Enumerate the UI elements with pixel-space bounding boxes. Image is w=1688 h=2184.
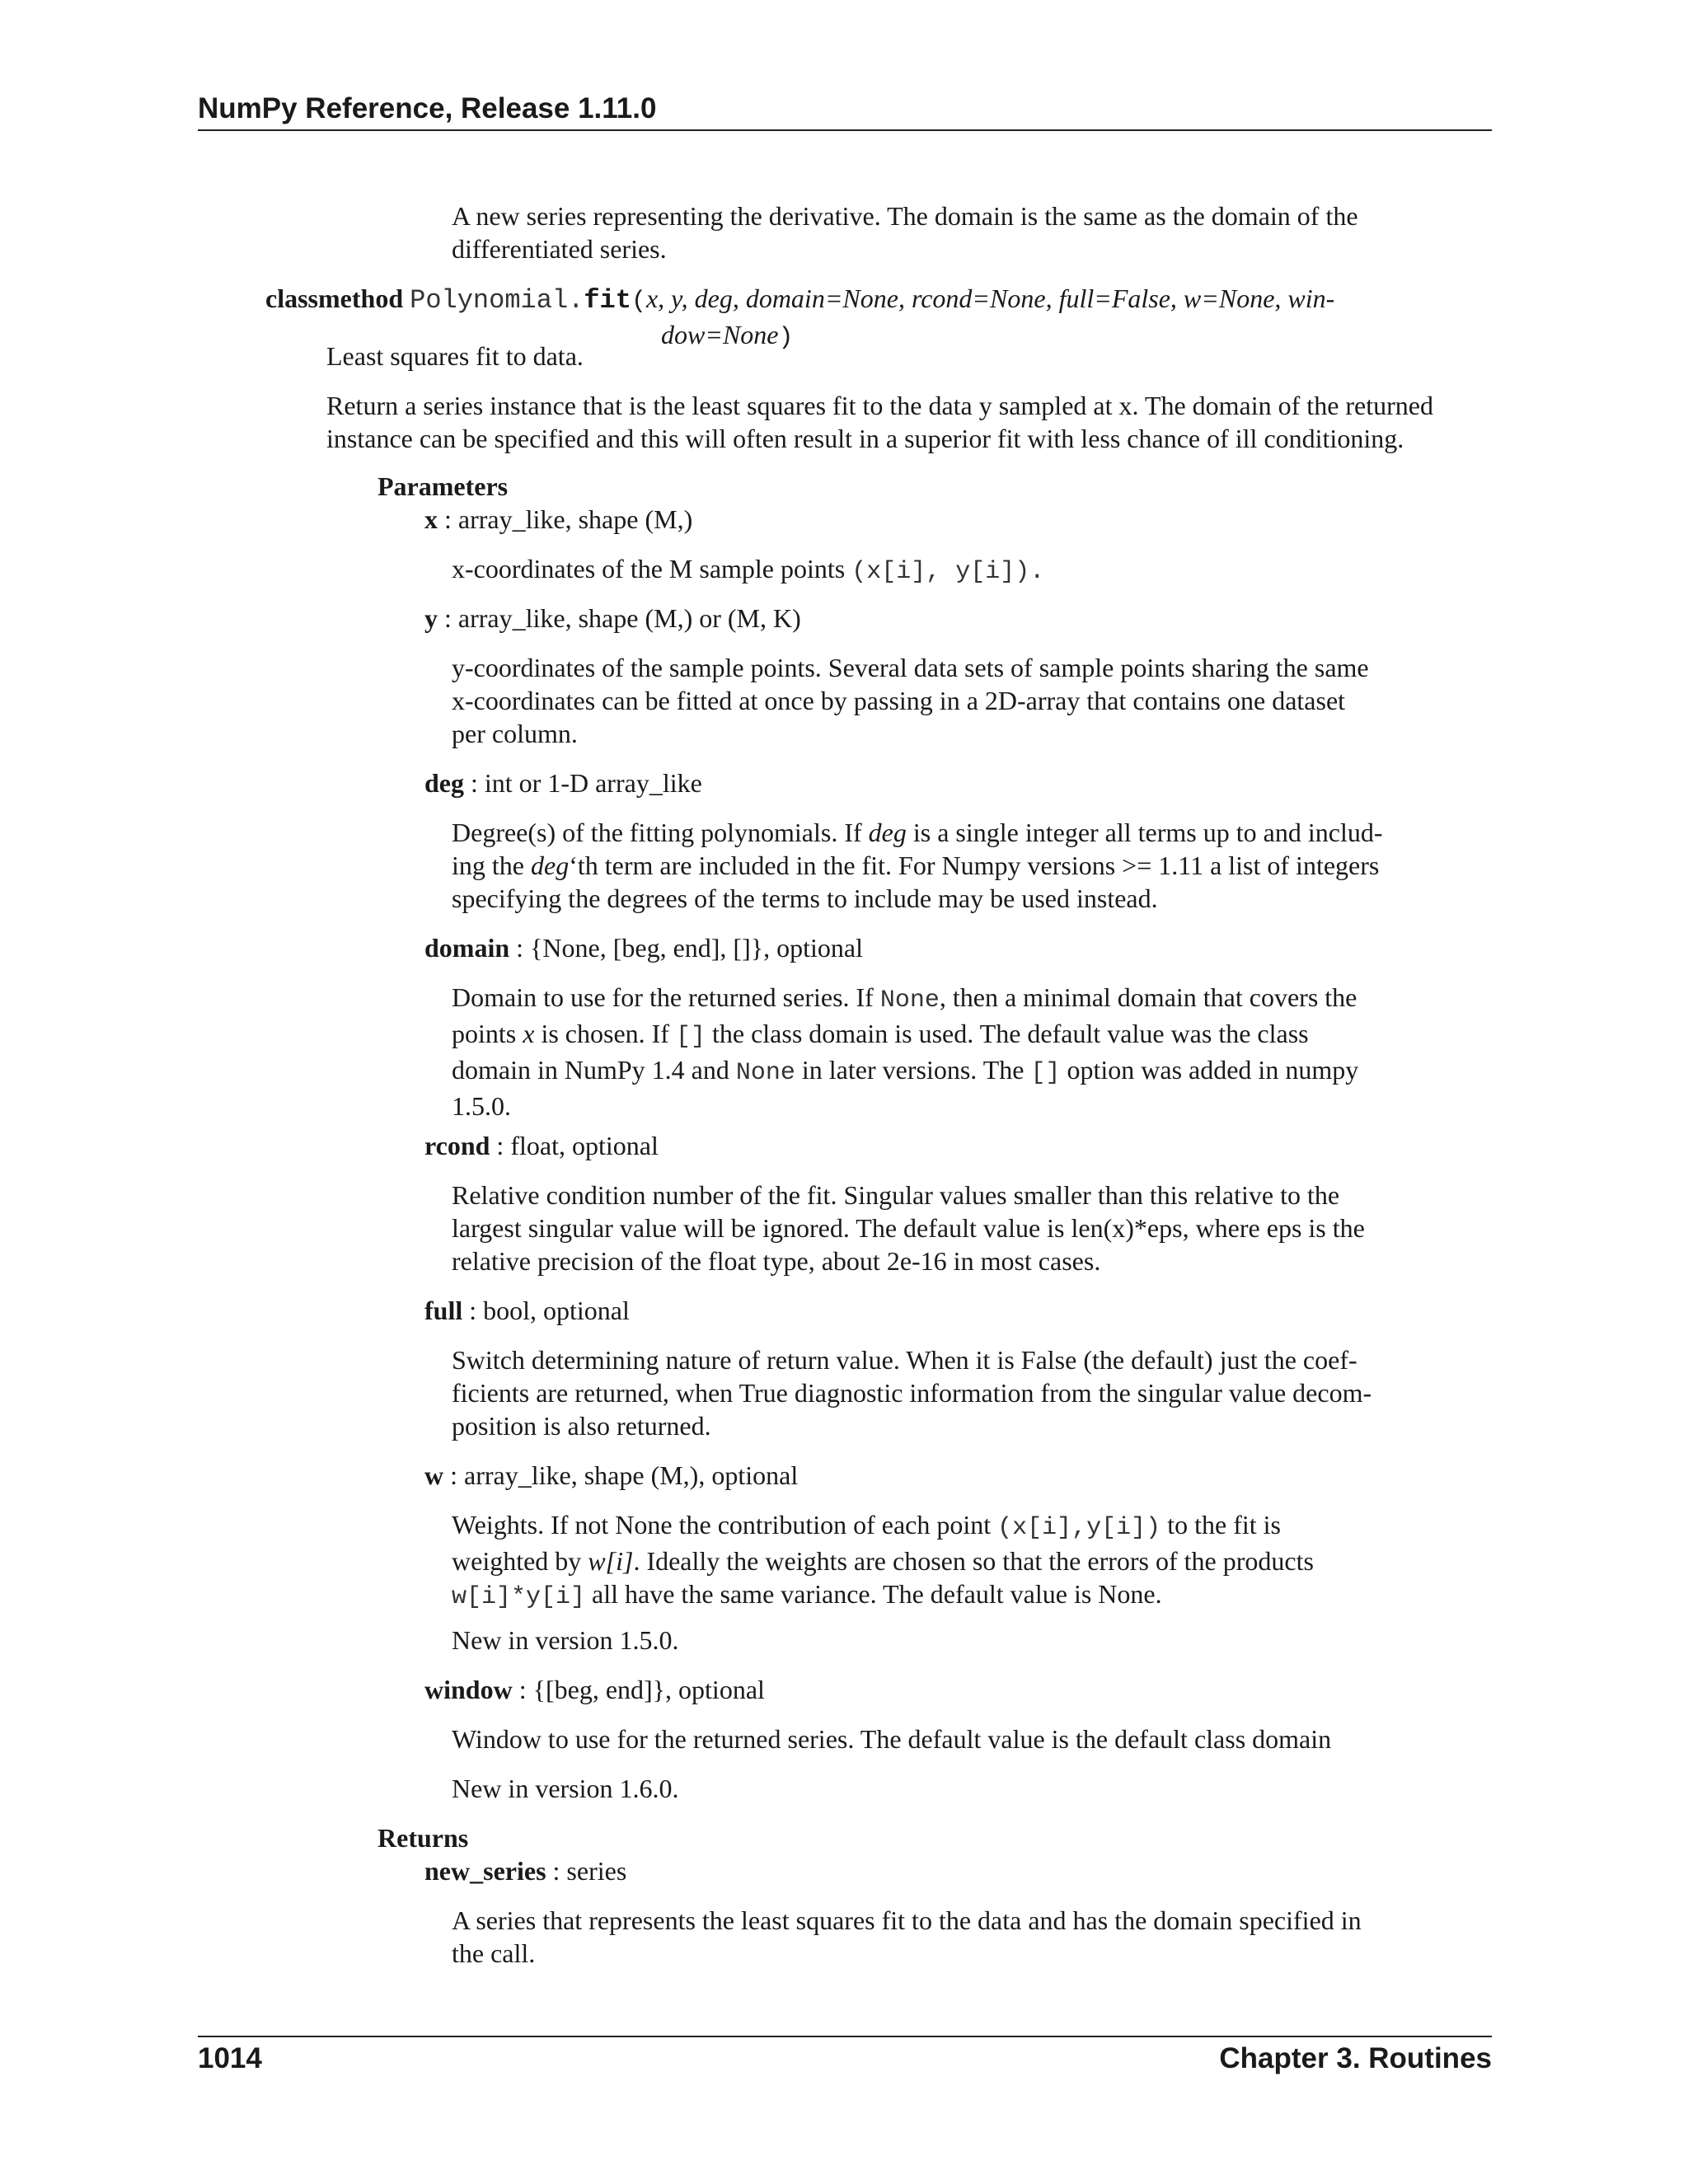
param-window — [424, 1673, 765, 1706]
param-window-version-note: New in version 1.6.0. — [452, 1774, 679, 1803]
param-w-description: Weights. If not None the contribution of each point (x[i],y[i]) to the fit is weighted by w[i]. Ideally the weights are chosen so that the errors of the products w[i]*y[i] all have the same variance. The default value is None. — [452, 1510, 1314, 1611]
param-deg — [424, 766, 702, 799]
param-w — [424, 1459, 798, 1492]
parameters-heading: Parameters — [377, 471, 509, 501]
param-type: : {[beg, end]}, optional — [512, 1675, 765, 1704]
param-deg-description: Degree(s) of the fitting polynomials. If deg is a single integer all terms up to and includ- ing the deg‘th term are included in the fit. For Numpy versions >= 1.11 a list of integers specifying the degrees of the terms to include may be used instead. — [452, 818, 1383, 913]
param-name: y — [424, 603, 438, 633]
param-full — [424, 1294, 630, 1327]
signature-args-line-2: dow=None — [661, 320, 779, 349]
return-new-series — [424, 1854, 626, 1887]
signature-args-line-1: x, y, deg, domain=None, rcond=None, full=False, w=None, win- — [645, 284, 1335, 313]
intro-line-2: differentiated series. — [452, 234, 667, 264]
param-rcond-description: Relative condition number of the fit. Singular values smaller than this relative to the largest singular value will be ignored. The default value is len(x)*eps, where eps is the relative precision of the float type, about 2e-16 in most cases. — [452, 1180, 1365, 1276]
param-name: deg — [424, 768, 464, 798]
param-type: : array_like, shape (M,) or (M, K) — [438, 603, 801, 633]
param-name: full — [424, 1296, 463, 1325]
inline-code: (x[i], y[i]). — [851, 558, 1045, 586]
param-type: : array_like, shape (M,) — [438, 504, 693, 534]
param-x-description: x-coordinates of the M sample points (x[i], y[i]). — [452, 554, 1045, 586]
method-description — [326, 389, 1497, 455]
intro-line-1: A new series representing the derivative. The domain is the same as the domain of the — [452, 201, 1358, 231]
description-line-2: instance can be specified and this will often result in a superior fit with less chance of ill conditioning. — [326, 424, 1404, 453]
param-window-description: Window to use for the returned series. The default value is the default class domain — [452, 1724, 1332, 1754]
param-y-description: y-coordinates of the sample points. Several data sets of sample points sharing the same x-coordinates can be fitted at once by passing in a 2D-array that contains one dataset per column. — [452, 653, 1369, 748]
chapter-title: Chapter 3. Routines — [1219, 2042, 1492, 2074]
param-domain — [424, 931, 863, 964]
param-type: : float, optional — [490, 1131, 659, 1160]
param-domain-description: Domain to use for the returned series. If None, then a minimal domain that covers the points x is chosen. If [] the class domain is used. The default value was the class domain in NumPy 1.4 and None in later versions. The [] option was added in numpy 1.5.0. — [452, 982, 1359, 1121]
returns-heading: Returns — [377, 1823, 469, 1853]
param-type: : array_like, shape (M,), optional — [443, 1460, 799, 1490]
open-paren: ( — [631, 288, 646, 316]
param-type: : int or 1-D array_like — [464, 768, 702, 798]
param-name: w — [424, 1460, 444, 1490]
param-name: domain — [424, 933, 510, 963]
close-paren: ) — [778, 324, 794, 352]
param-rcond — [424, 1129, 659, 1162]
param-name: window — [424, 1675, 513, 1704]
param-type: : {None, [beg, end], []}, optional — [509, 933, 863, 963]
param-type: : bool, optional — [462, 1296, 630, 1325]
class-name: Polynomial. — [410, 285, 584, 316]
param-x — [424, 503, 692, 536]
return-description: A series that represents the least squares fit to the data and has the domain specified in the call. — [452, 1905, 1362, 1968]
running-header: NumPy Reference, Release 1.11.0 — [198, 92, 657, 124]
param-w-version-note: New in version 1.5.0. — [452, 1625, 679, 1655]
page-number: 1014 — [198, 2042, 262, 2074]
param-name: x — [424, 504, 438, 534]
return-name: new_series — [424, 1856, 546, 1886]
description-line-1: Return a series instance that is the least squares fit to the data y sampled at x. The domain of the returned — [326, 391, 1433, 420]
header-rule — [198, 129, 1492, 131]
param-y — [424, 602, 801, 635]
derivative-return-description — [452, 199, 1409, 265]
footer-rule — [198, 2036, 1492, 2037]
param-full-description: Switch determining nature of return value. When it is False (the default) just the coef- ficients are returned, when True diagnostic information from the singular value decom- position is also returned. — [452, 1345, 1372, 1441]
param-name: rcond — [424, 1131, 490, 1160]
classmethod-keyword: classmethod — [265, 284, 404, 313]
return-type: : series — [546, 1856, 627, 1886]
method-name: fit — [584, 285, 631, 316]
method-summary: Least squares fit to data. — [326, 341, 584, 371]
